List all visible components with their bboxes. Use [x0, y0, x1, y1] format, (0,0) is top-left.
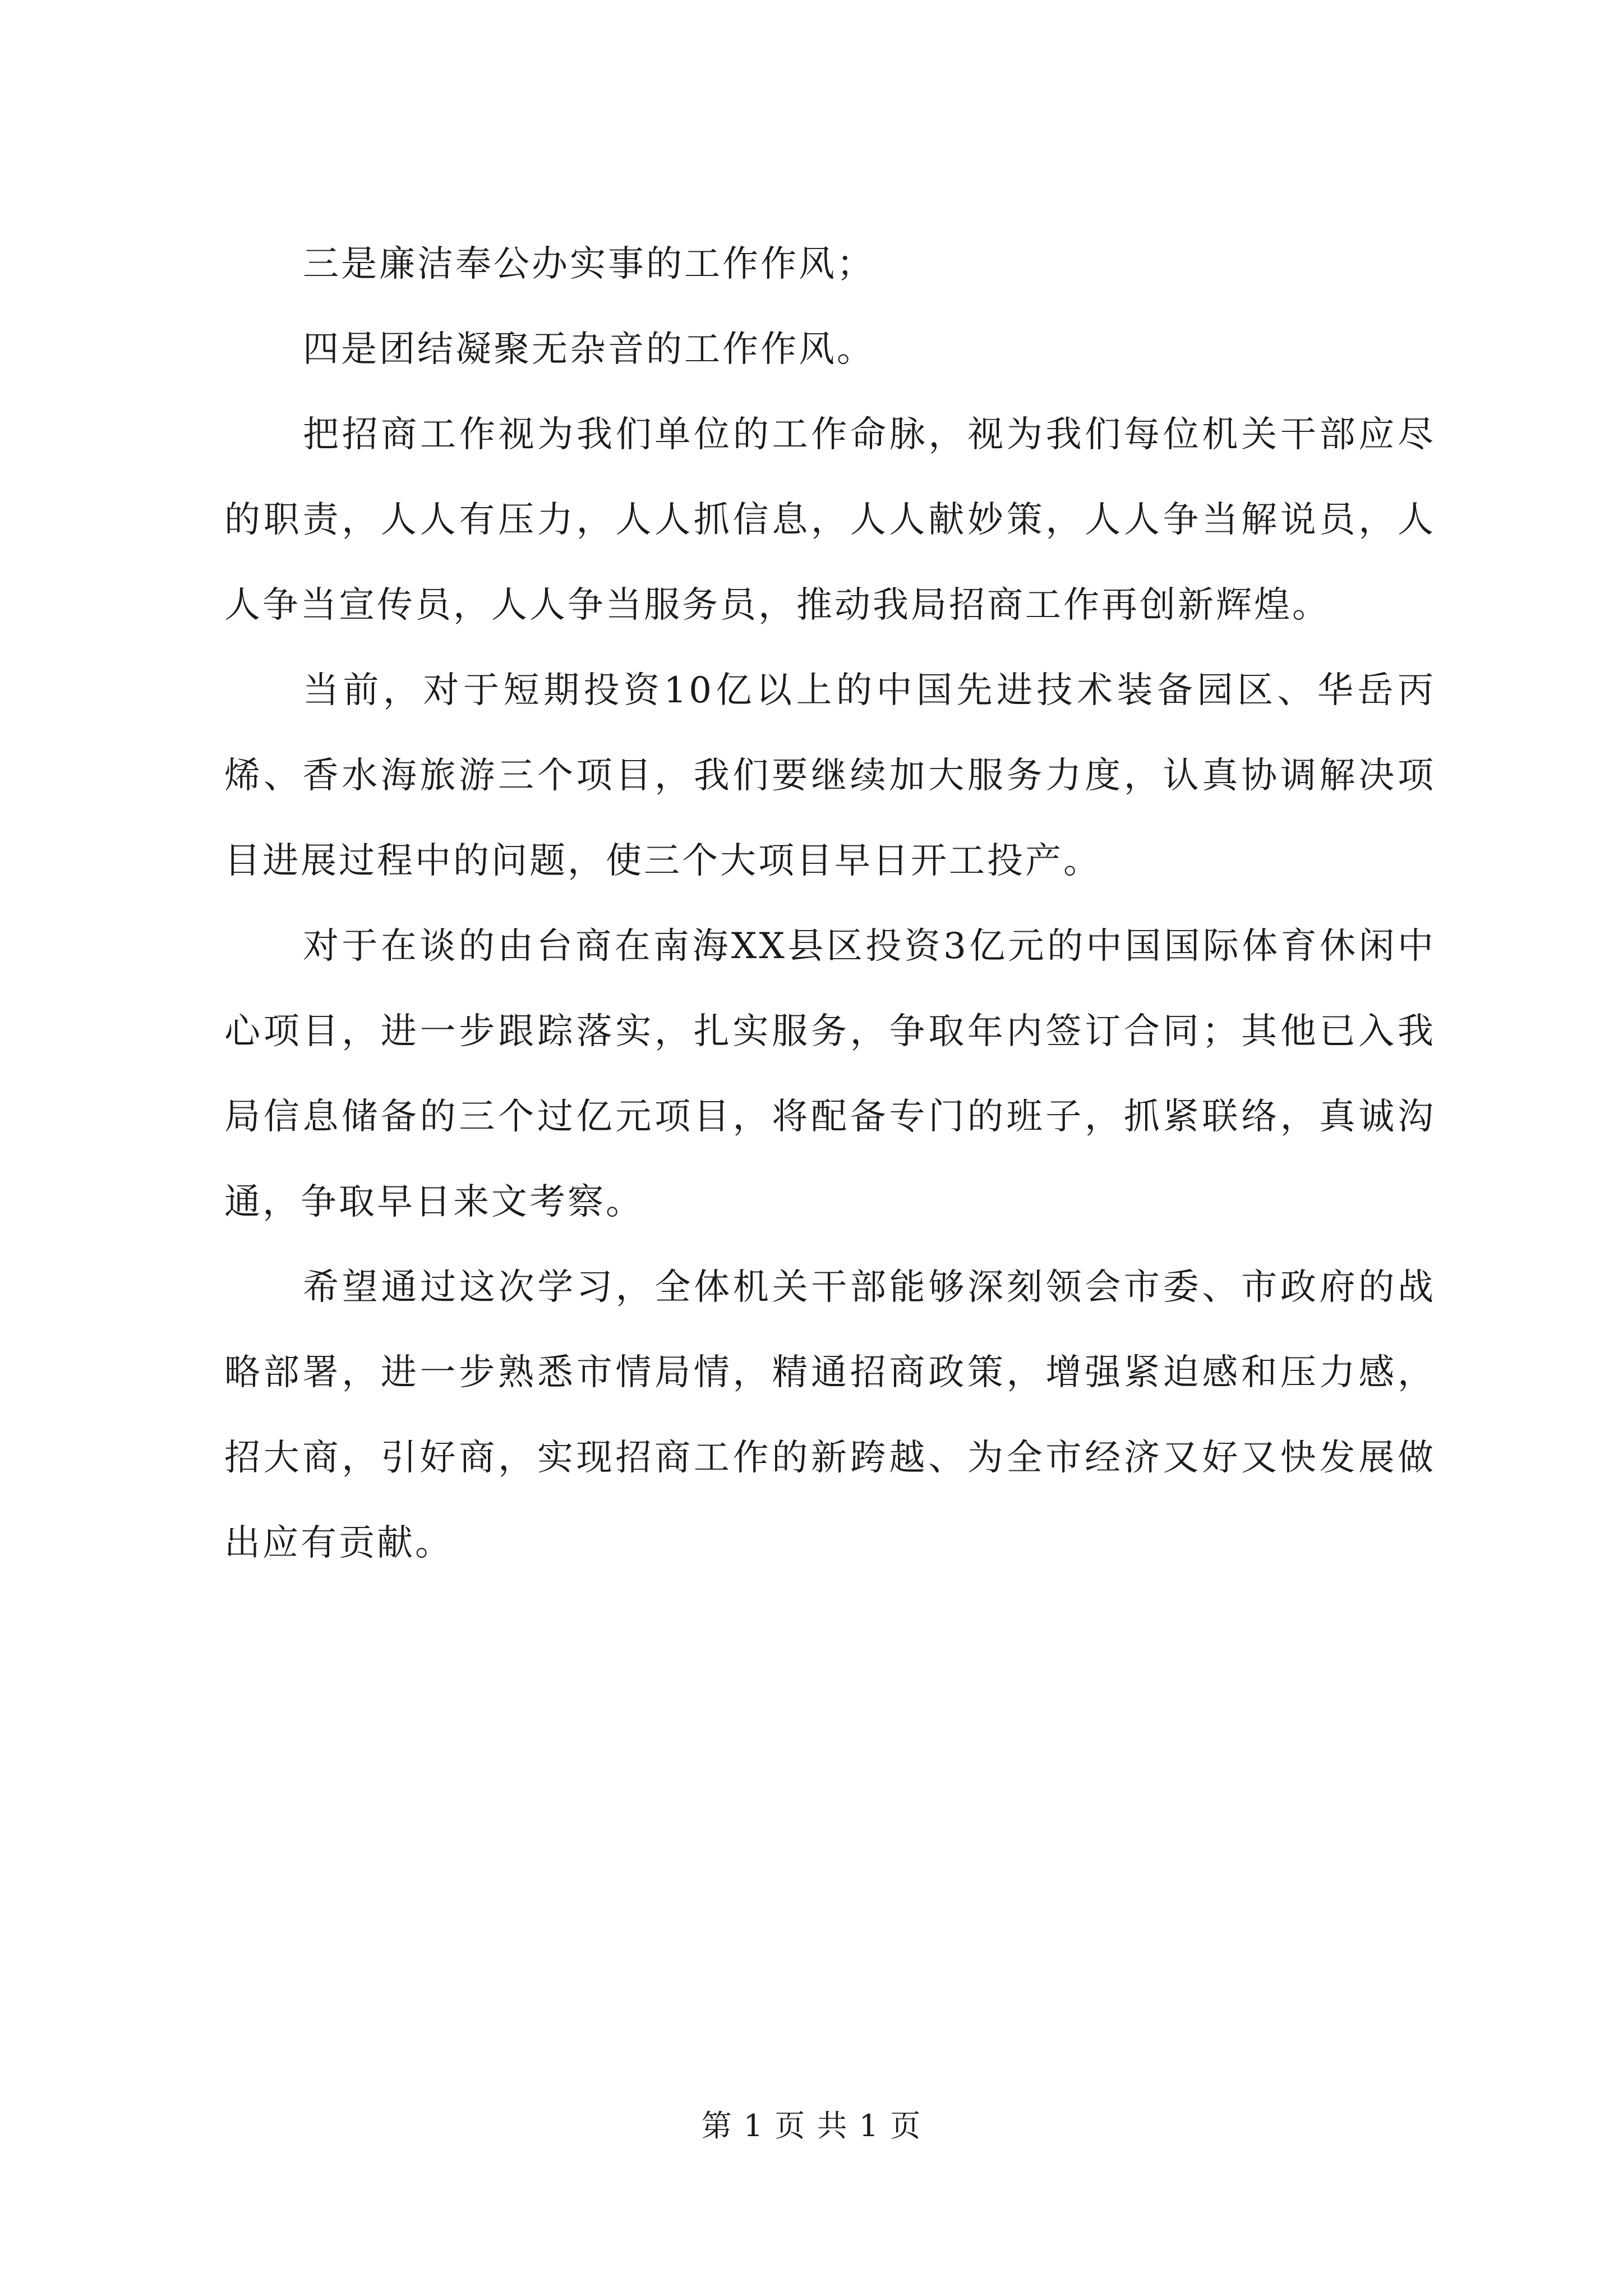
- paragraph-6: 希望通过这次学习，全体机关干部能够深刻领会市委、市政府的战略部署，进一步熟悉市情局情，精通招商政策，增强紧迫感和压力感，招大商，引好商，实现招商工作的新跨越、为全市经济又好又快发展做出应有贡献。: [224, 1267, 1436, 1564]
- paragraph-3: 把招商工作视为我们单位的工作命脉，视为我们每位机关干部应尽的职责，人人有压力，人人抓信息，人人献妙策，人人争当解说员，人人争当宣传员，人人争当服务员，推动我局招商工作再创新辉煌。: [224, 414, 1436, 626]
- paragraph-1: 三是廉洁奉公办实事的工作作风；: [303, 243, 875, 285]
- paragraph-4: 当前，对于短期投资10亿以上的中国先进技术装备园区、华岳丙烯、香水海旅游三个项目，我们要继续加大服务力度，认真协调解决项目进展过程中的问题，使三个大项目早日开工投产。: [224, 670, 1436, 882]
- paragraph-5: 对于在谈的由台商在南海XX县区投资3亿元的中国国际体育休闲中心项目，进一步跟踪落实，扎实服务，争取年内签订合同；其他已入我局信息储备的三个过亿元项目，将配备专门的班子，抓紧联络，真诚沟通，争取早日来文考察。: [224, 926, 1436, 1223]
- document-body: [224, 222, 1436, 1586]
- page-number-label: 第 1 页 共 1 页: [701, 2108, 922, 2143]
- paragraph-2: 四是团结凝聚无杂音的工作作风。: [303, 329, 875, 370]
- page-footer: [0, 2104, 1623, 2148]
